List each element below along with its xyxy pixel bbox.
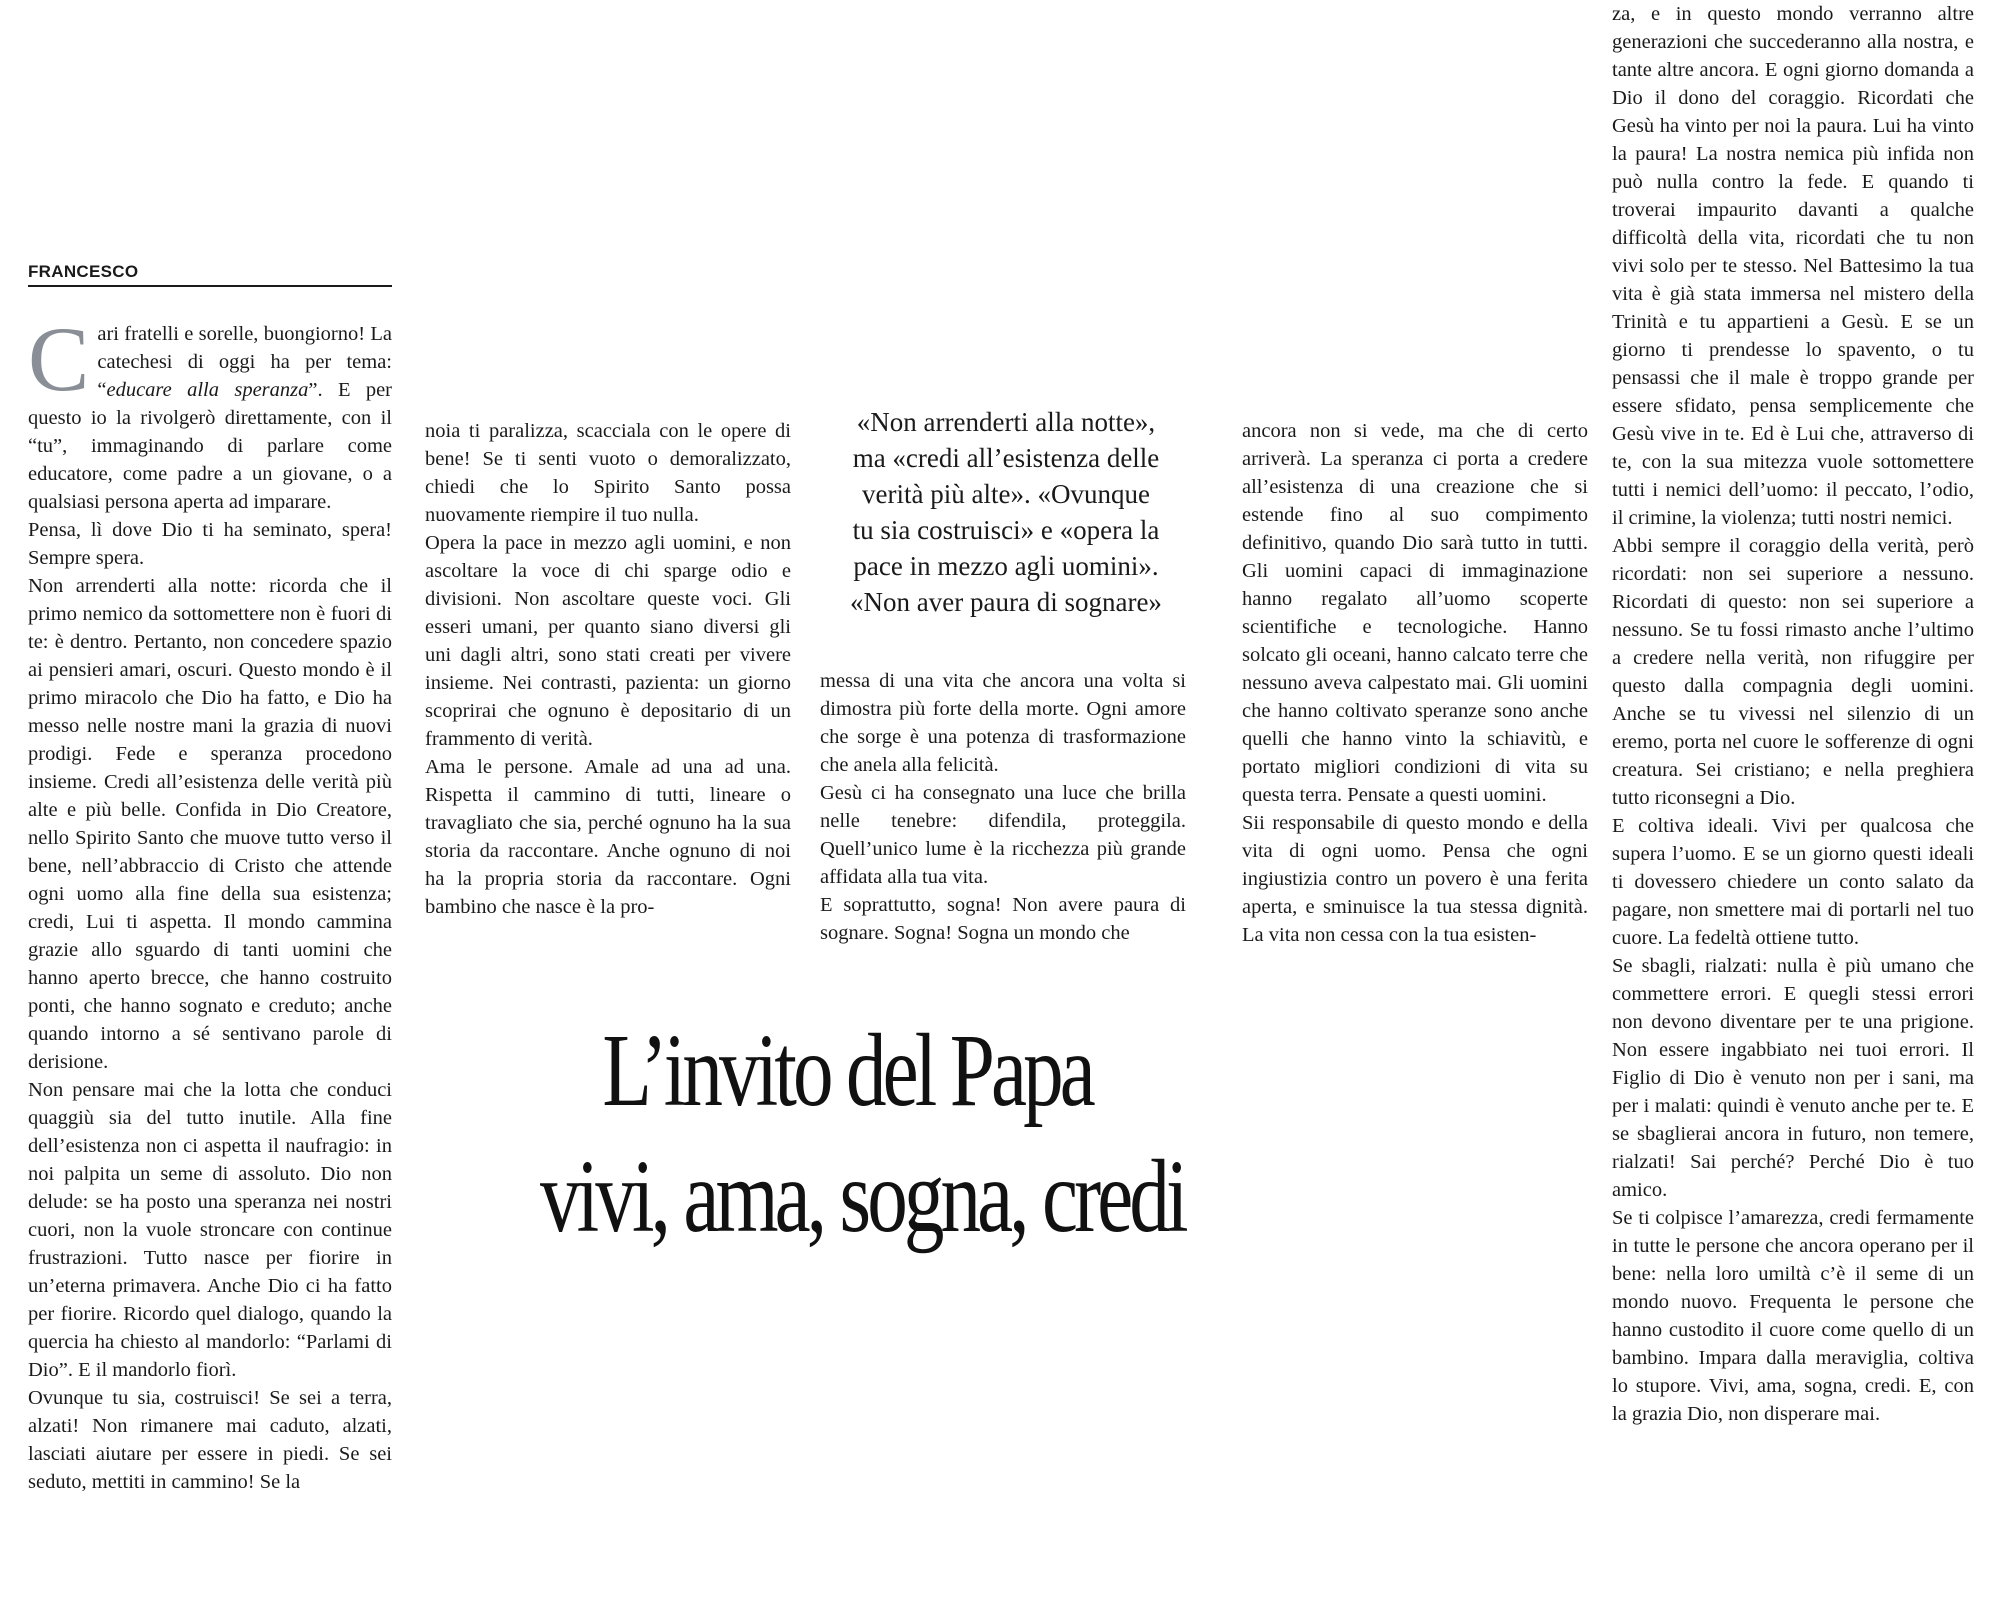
text-run: ”. E per questo io la rivolgerò direttamente, con il “tu”, immaginando di parlare come educatore, come padre a un giovane, o a qualsiasi persona aperta ad imparare. <box>28 379 392 513</box>
pull-quote-line: «Non aver paura di sognare» <box>850 587 1162 617</box>
paragraph: Opera la pace in mezzo agli uomini, e non ascoltare la voce di chi sparge odio e divisioni. Non ascoltare queste voci. Gli esseri umani, per quanto siano diversi gli uni dagli altri, sono stati creati per vivere insieme. Nei contrasti, pazienta: un giorno scoprirai che ognuno è depositario di un frammento di verità. <box>425 532 791 750</box>
paragraph: Ovunque tu sia, costruisci! Se sei a terra, alzati! Non rimanere mai caduto, alzati, lasciati aiutare per essere in piedi. Se sei seduto, mettiti in cammino! Se la <box>28 1387 392 1493</box>
article-column-3 <box>820 667 1186 947</box>
paragraph: Pensa, lì dove Dio ti ha seminato, spera! Sempre spera. <box>28 519 392 569</box>
article-column-2 <box>425 417 791 921</box>
paragraph: Ama le persone. Amale ad una ad una. Rispetta il cammino di tutti, lineare o travagliato che sia, perché ognuno ha la sua storia da raccontare. Anche ognuno di noi ha la propria storia da raccontare. Ogni bambino che nasce è la pro- <box>425 756 791 918</box>
paragraph: E soprattutto, sogna! Non avere paura di sognare. Sogna! Sogna un mondo che <box>820 894 1186 944</box>
paragraph: noia ti paralizza, scacciala con le opere di bene! Se ti senti vuoto o demoralizzato, chiedi che lo Spirito Santo possa nuovamente riempire il tuo nulla. <box>425 420 791 526</box>
headline-line-2: vivi, ama, sogna, credi <box>540 1139 1185 1254</box>
pull-quote <box>820 404 1192 620</box>
paragraph: messa di una vita che ancora una volta si dimostra più forte della morte. Ogni amore che sorge è una potenza di trasformazione che anela alla felicità. <box>820 670 1186 776</box>
paragraph: Non pensare mai che la lotta che conduci quaggiù sia del tutto inutile. Alla fine dell’esistenza non ci aspetta il naufragio: in noi palpita un seme di assoluto. Dio non delude: se ha posto una speranza nei nostri cuori, non la vuole stroncare con continue frustrazioni. Tutto nasce per fiorire in un’eterna primavera. Anche Dio ci ha fatto per fiorire. Ricordo quel dialogo, quando la quercia ha chiesto al mandorlo: “Parlami di Dio”. E il mandorlo fiorì. <box>28 1079 392 1381</box>
paragraph: E coltiva ideali. Vivi per qualcosa che supera l’uomo. E se un giorno questi ideali ti dovessero chiedere un conto salato da pagare, non smettere mai di portarli nel tuo cuore. La fedeltà ottiene tutto. <box>1612 815 1974 949</box>
paragraph: Sii responsabile di questo mondo e della vita di ogni uomo. Pensa che ogni ingiustizia contro un povero è una ferita aperta, e sminuisce la tua stessa dignità. La vita non cessa con la tua esisten- <box>1242 812 1588 946</box>
headline-line-1: L’invito del Papa <box>602 1013 1092 1128</box>
pull-quote-line: ma «credi all’esistenza delle <box>852 443 1160 473</box>
emphasis-text: educare alla speranza <box>106 379 309 401</box>
pull-quote-line: «Non arrenderti alla notte», <box>856 407 1156 437</box>
paragraph: Se ti colpisce l’amarezza, credi fermamente in tutte le persone che ancora operano per il bene: nella loro umiltà c’è il seme di un mondo nuovo. Frequenta le persone che hanno custodito il cuore come quello di un bambino. Impara dalla meraviglia, coltiva lo stupore. Vivi, ama, sogna, credi. E, con la grazia Dio, non disperare mai. <box>1612 1207 1974 1425</box>
drop-cap: C <box>28 308 90 410</box>
pull-quote-line: verità più alte». «Ovunque <box>862 479 1150 509</box>
paragraph: Non arrenderti alla notte: ricorda che il primo nemico da sottomettere non è fuori di te: è dentro. Pertanto, non concedere spazio ai pensieri amari, oscuri. Questo mondo è il primo miracolo che Dio ha fatto, e Dio ha messo nelle nostre mani la grazia di nuovi prodigi. Fede e speranza procedono insieme. Credi all’esistenza delle verità più alte e più belle. Confida in Dio Creatore, nello Spirito Santo che muove tutto verso il bene, nell’abbraccio di Cristo che attende ogni uomo alla fine della sua esistenza; credi, Lui ti aspetta. Il mondo cammina grazie allo sguardo di tanti uomini che hanno aperto brecce, che hanno costruito ponti, che hanno sognato e creduto; anche quando intorno a sé sentivano parole di derisione. <box>28 575 392 1073</box>
article-column-4 <box>1242 417 1588 949</box>
paragraph: Abbi sempre il coraggio della verità, però ricordati: non sei superiore a nessuno. Ricordati di questo: non sei superiore a nessuno. Se tu fossi rimasto anche l’ultimo a credere nella verità, non rifuggire per questo dalla compagnia degli uomini. Anche se tu vivessi nel silenzio di un eremo, porta nel cuore le sofferenze di ogni creatura. Sei cristiano; e nella preghiera tutto riconsegni a Dio. <box>1612 535 1974 809</box>
paragraph: Se sbagli, rialzati: nulla è più umano che commettere errori. E quegli stessi errori non devono diventare per te una prigione. Non essere ingabbiato nei tuoi errori. Il Figlio di Dio è venuto non per i sani, ma per i malati: quindi è venuto anche per te. E se sbaglierai ancora in futuro, non temere, rialzati! Sai perché? Perché Dio è tuo amico. <box>1612 955 1974 1201</box>
headline <box>540 1008 1289 1260</box>
paragraph: ancora non si vede, ma che di certo arriverà. La speranza ci porta a credere all’esistenza di una creazione che si estende fino al suo compimento definitivo, quando Dio sarà tutto in tutti. Gli uomini capaci di immaginazione hanno regalato all’uomo scoperte scientifiche e tecnologiche. Hanno solcato gli oceani, hanno calcato terre che nessuno aveva calpestato mai. Gli uomini che hanno coltivato speranze sono anche quelli che hanno vinto la schiavitù, e portato migliori condizioni di vita su questa terra. Pensate a questi uomini. <box>1242 420 1588 806</box>
pull-quote-line: tu sia costruisci» e «opera la <box>852 515 1160 545</box>
text-run: ari fratelli e sorelle, buongiorno! La catechesi di oggi ha per tema: “ <box>97 323 392 401</box>
pull-quote-line: pace in mezzo agli uomini». <box>853 551 1159 581</box>
paragraph: Gesù ci ha consegnato una luce che brilla nelle tenebre: difendila, proteggila. Quell’unico lume è la ricchezza più grande affidata alla tua vita. <box>820 782 1186 888</box>
article-column-1 <box>28 308 392 1496</box>
author-byline: FRANCESCO <box>28 262 392 287</box>
paragraph: za, e in questo mondo verranno altre generazioni che succederanno alla nostra, e tante altre ancora. E ogni giorno domanda a Dio il dono del coraggio. Ricordati che Gesù ha vinto per noi la paura. Lui ha vinto la paura! La nostra nemica più infida non può nulla contro la fede. E quando ti troverai impaurito davanti a qualche difficoltà della vita, ricordati che tu non vivi solo per te stesso. Nel Battesimo la tua vita è già stata immersa nel mistero della Trinità e tu appartieni a Gesù. E se un giorno ti prendesse lo spavento, o tu pensassi che il male è troppo grande per essere sfidato, pensa semplicemente che Gesù vive in te. Ed è Lui che, attraverso di te, con la sua mitezza vuole sottomettere tutti i nemici dell’uomo: il peccato, l’odio, il crimine, la violenza; tutti nostri nemici. <box>1612 3 1974 529</box>
article-column-5 <box>1612 0 1974 1428</box>
paragraph <box>28 308 392 516</box>
